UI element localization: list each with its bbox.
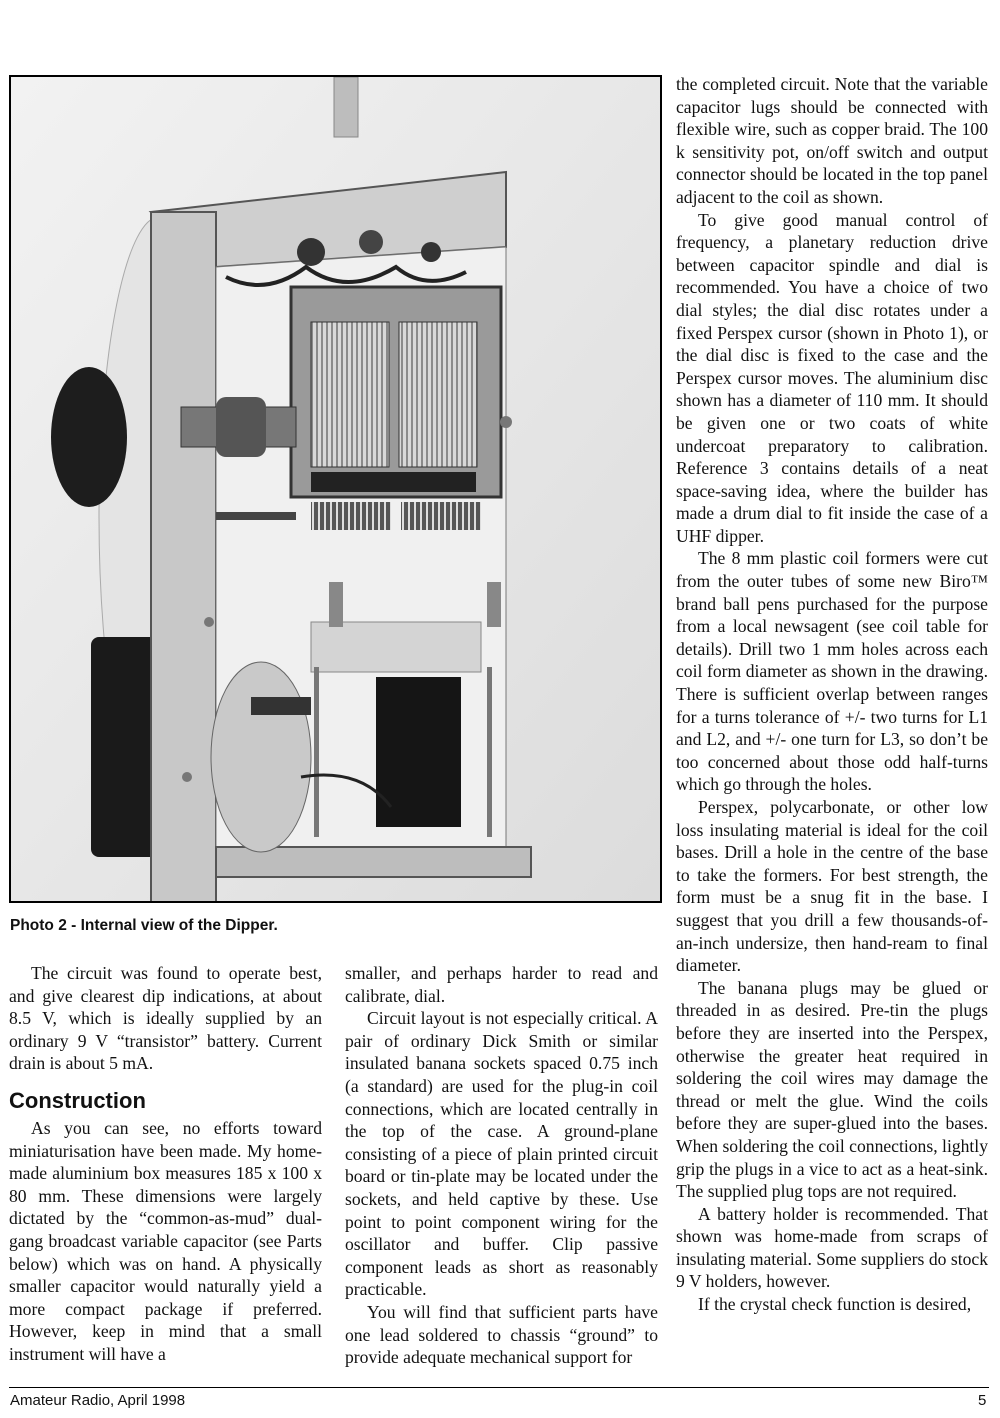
- footer-rule: [9, 1387, 989, 1388]
- page-number: 5: [978, 1392, 987, 1409]
- paragraph: smaller, and perhaps harder to read and calibrate, dial.: [345, 963, 658, 1006]
- photo-internal-view: [9, 75, 662, 903]
- paragraph: As you can see, no efforts toward miniaturisation have been made. My home-made aluminium box measures 185 x 100 x 80 mm. These dimensions were largely dictated by the “common-as-mud” dual-gang broadcast variable capacitor (see Parts below) which was on hand. A physically smaller capacitor would naturally yield a more compact package if preferred. However, keep in mind that a small instrument will have a: [9, 1117, 322, 1364]
- paragraph: The circuit was found to operate best, and give clearest dip indications, at about 8.5 V, which is ideally supplied by an ordinary 9 V “transistor” battery. Current drain is about 5 mA.: [9, 963, 322, 1074]
- paragraph: To give good manual control of frequency, a planetary reduction drive between capacitor spindle and dial is recommended. You have a choice of two dial styles; the dial disc rotates under a fixed Perspex cursor (shown in Photo 1), or the dial disc is fixed to the case and the Perspex cursor moves. The aluminium disc shown has a diameter of 110 mm. It should be given one or two coats of white undercoat preparatory to calibration. Reference 3 contains details of a neat space-saving idea, where the builder has made a drum dial to fit inside the case of a UHF dipper.: [676, 209, 988, 546]
- footer-publication: Amateur Radio, April 1998: [10, 1392, 186, 1409]
- paragraph: If the crystal check function is desired,: [698, 1294, 972, 1315]
- paragraph: You will find that sufficient parts have one lead soldered to chassis “ground” to provide adequate mechanical support for: [345, 1301, 658, 1368]
- photo-dipper-internal-icon: [11, 77, 660, 901]
- paragraph: The 8 mm plastic coil formers were cut from the outer tubes of some new Biro™ brand ball pens purchased for the purpose from a local newsagent (see coil table for details). Drill two 1 mm holes across each coil form diameter as shown in the drawing. There is sufficient overlap between ranges for a turns tolerance of +/- two turns for L1 and L2, and +/- one turn for L3, so don’t be too concerned about those odd half-turns which go through the holes.: [676, 548, 988, 795]
- paragraph: Perspex, polycarbonate, or other low loss insulating material is ideal for the coil bases. Drill a hole in the centre of the base to take the formers. For best strength, the form must be a snug fit in the base. I suggest that you drill a few thousands-of-an-inch undersize, then hand-ream to final diameter.: [676, 797, 988, 976]
- right-column: [676, 73, 988, 1316]
- section-heading-construction: Construction: [9, 1087, 146, 1113]
- paragraph: Circuit layout is not especially critical. A pair of ordinary Dick Smith or similar insulated banana sockets spaced 0.75 inch (a standard) are used for the plug-in coil connections, which are located centrally in the top of the case. A ground-plane consisting of a piece of plain printed circuit board or tin-plate may be located under the sockets, and held captive by these. Use point to point component wiring for the oscillator and buffer. Clip passive component leads as short as reasonably practicable.: [345, 1008, 658, 1300]
- paragraph: the completed circuit. Note that the variable capacitor lugs should be connected with flexible wire, such as copper braid. The 100 k sensitivity pot, on/off switch and output connector should be located in the top panel adjacent to the coil as shown.: [676, 74, 988, 207]
- paragraph: A battery holder is recommended. That shown was home-made from scraps of insulating material. Some suppliers do stock 9 V holders, however.: [676, 1203, 988, 1292]
- photo-caption: Photo 2 - Internal view of the Dipper.: [10, 917, 278, 934]
- paragraph: The banana plugs may be glued or threaded in as desired. Pre-tin the plugs before they are inserted into the Perspex, otherwise the greater heat required in soldering the coil wires may damage the thread or melt the glue. Wind the coils before they are super-glued into the bases. When soldering the coil connections, lightly grip the plugs in a vice to act as a heat-sink. The supplied plug tops are not required.: [676, 977, 988, 1202]
- left-column: [9, 962, 322, 1366]
- middle-column: [345, 962, 658, 1369]
